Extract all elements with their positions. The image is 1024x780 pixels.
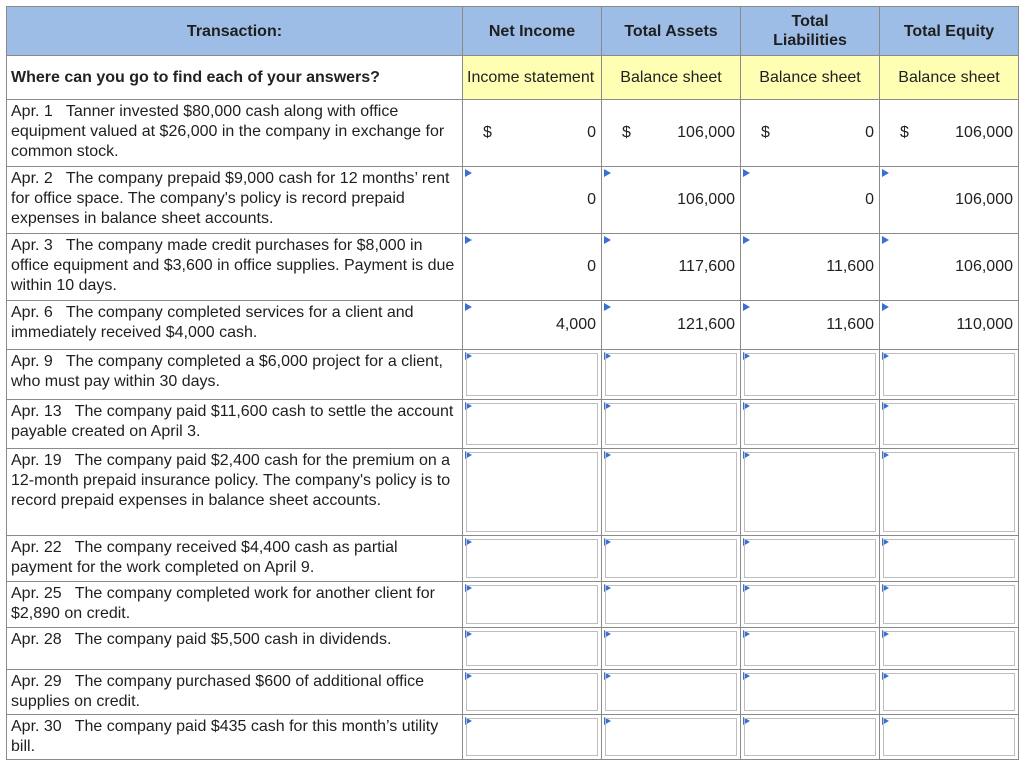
cell-value: 117,600 (678, 258, 735, 275)
total-liabilities-cell[interactable] (741, 715, 880, 760)
table-row (7, 350, 1019, 400)
net-income-cell[interactable] (463, 670, 602, 715)
total-liabilities-cell[interactable] (741, 628, 880, 670)
transaction-description: Apr. 22 The company received $4,400 cash as partial payment for the work completed on April 9. (7, 536, 463, 582)
total-liabilities-cell[interactable] (741, 301, 880, 350)
cell-value: 106,000 (677, 191, 735, 208)
total-liabilities-cell[interactable] (741, 400, 880, 449)
answer-input[interactable] (744, 631, 876, 666)
header-transaction: Transaction: (7, 7, 463, 56)
cell-value: 0 (587, 258, 596, 275)
total-liabilities-cell[interactable] (741, 234, 880, 301)
header-total-liabilities: Total Liabilities (741, 7, 880, 56)
header-net-income: Net Income (463, 7, 602, 56)
answer-input[interactable] (605, 631, 737, 666)
total-assets-cell[interactable] (602, 628, 741, 670)
source-question: Where can you go to find each of your answers? (7, 56, 463, 100)
cell-value: 106,000 (955, 191, 1013, 208)
header-row (7, 7, 1019, 56)
cell-value: 106,000 (955, 258, 1013, 275)
answer-input[interactable] (605, 353, 737, 396)
dropdown-marker-icon (465, 303, 472, 311)
cell-value: 106,000 (677, 124, 735, 141)
dropdown-marker-icon (604, 236, 611, 244)
total-liabilities-cell[interactable] (741, 350, 880, 400)
total-liabilities-cell[interactable] (741, 582, 880, 628)
transaction-description: Apr. 2 The company prepaid $9,000 cash for 12 months’ rent for office space. The company's policy is record prepaid expenses in balance sheet accounts. (7, 167, 463, 234)
total-equity-cell[interactable] (880, 715, 1019, 760)
answer-input[interactable] (744, 718, 876, 756)
net-income-cell[interactable] (463, 100, 602, 167)
total-liabilities-cell[interactable] (741, 670, 880, 715)
net-income-cell[interactable] (463, 582, 602, 628)
answer-input[interactable] (744, 539, 876, 578)
currency-symbol: $ (622, 124, 631, 141)
transaction-description: Apr. 25 The company completed work for another client for $2,890 on credit. (7, 582, 463, 628)
answer-input[interactable] (883, 673, 1015, 711)
dropdown-marker-icon (604, 169, 611, 177)
answer-input[interactable] (744, 452, 876, 532)
source-net-income[interactable]: Income statement (463, 56, 602, 100)
answer-input[interactable] (605, 539, 737, 578)
total-assets-cell[interactable] (602, 582, 741, 628)
net-income-cell[interactable] (463, 449, 602, 536)
dropdown-marker-icon (882, 169, 889, 177)
cell-value: 0 (587, 191, 596, 208)
answer-input[interactable] (883, 718, 1015, 756)
net-income-cell[interactable] (463, 167, 602, 234)
total-equity-cell[interactable] (880, 301, 1019, 350)
total-equity-cell[interactable] (880, 400, 1019, 449)
cell-value: 106,000 (955, 124, 1013, 141)
dropdown-marker-icon (465, 236, 472, 244)
total-equity-cell[interactable] (880, 449, 1019, 536)
answer-input[interactable] (466, 718, 598, 756)
net-income-cell[interactable] (463, 234, 602, 301)
answer-input[interactable] (466, 353, 598, 396)
dropdown-marker-icon (743, 303, 750, 311)
answer-input[interactable] (466, 452, 598, 532)
answer-input[interactable] (883, 403, 1015, 445)
total-assets-cell[interactable] (602, 449, 741, 536)
total-equity-cell[interactable] (880, 536, 1019, 582)
dropdown-marker-icon (743, 236, 750, 244)
currency-symbol: $ (483, 124, 492, 141)
total-assets-cell[interactable] (602, 167, 741, 234)
answer-input[interactable] (466, 631, 598, 666)
cell-value: 121,600 (677, 316, 735, 333)
answer-input[interactable] (883, 585, 1015, 624)
total-assets-cell[interactable] (602, 715, 741, 760)
source-total-liabilities[interactable]: Balance sheet (741, 56, 880, 100)
answer-input[interactable] (883, 452, 1015, 532)
total-equity-cell[interactable] (880, 628, 1019, 670)
answer-input[interactable] (466, 585, 598, 624)
cell-value: 0 (865, 191, 874, 208)
answer-input[interactable] (466, 403, 598, 445)
transaction-description: Apr. 13 The company paid $11,600 cash to settle the account payable created on April 3. (7, 400, 463, 449)
total-liabilities-cell[interactable] (741, 449, 880, 536)
total-assets-cell[interactable] (602, 350, 741, 400)
net-income-cell[interactable] (463, 536, 602, 582)
table-row (7, 536, 1019, 582)
net-income-cell[interactable] (463, 350, 602, 400)
answer-input[interactable] (605, 403, 737, 445)
table-row (7, 582, 1019, 628)
transaction-description: Apr. 3 The company made credit purchases for $8,000 in office equipment and $3,600 in office supplies. Payment is due within 10 days. (7, 234, 463, 301)
currency-symbol: $ (900, 124, 909, 141)
dropdown-marker-icon (743, 169, 750, 177)
answer-input[interactable] (744, 673, 876, 711)
total-assets-cell[interactable] (602, 670, 741, 715)
transaction-table (6, 6, 1019, 760)
net-income-cell[interactable] (463, 301, 602, 350)
dropdown-marker-icon (604, 303, 611, 311)
dropdown-marker-icon (882, 303, 889, 311)
cell-value: 4,000 (555, 316, 596, 333)
transaction-description: Apr. 28 The company paid $5,500 cash in dividends. (7, 628, 463, 670)
total-equity-cell[interactable] (880, 350, 1019, 400)
total-liabilities-cell[interactable] (741, 100, 880, 167)
answer-input[interactable] (466, 539, 598, 578)
answer-input[interactable] (883, 539, 1015, 578)
source-total-equity[interactable]: Balance sheet (880, 56, 1019, 100)
answer-input[interactable] (605, 452, 737, 532)
total-equity-cell[interactable] (880, 670, 1019, 715)
answer-input[interactable] (466, 673, 598, 711)
table-row (7, 670, 1019, 715)
cell-value: 0 (865, 124, 874, 141)
net-income-cell[interactable] (463, 715, 602, 760)
transaction-description: Apr. 19 The company paid $2,400 cash for the premium on a 12-month prepaid insurance policy. The company's policy is to record prepaid expenses in balance sheet accounts. (7, 449, 463, 536)
dropdown-marker-icon (465, 169, 472, 177)
answer-input[interactable] (605, 718, 737, 756)
total-assets-cell[interactable] (602, 400, 741, 449)
table-row (7, 400, 1019, 449)
net-income-cell[interactable] (463, 628, 602, 670)
answer-input[interactable] (744, 585, 876, 624)
table-row (7, 167, 1019, 234)
header-total-assets: Total Assets (602, 7, 741, 56)
transaction-description: Apr. 30 The company paid $435 cash for this month’s utility bill. (7, 715, 463, 760)
cell-value: 11,600 (826, 316, 874, 333)
table-row (7, 628, 1019, 670)
total-liabilities-cell[interactable] (741, 167, 880, 234)
total-liabilities-cell[interactable] (741, 536, 880, 582)
total-assets-cell[interactable] (602, 100, 741, 167)
total-equity-cell[interactable] (880, 234, 1019, 301)
table-row (7, 715, 1019, 760)
answer-input[interactable] (744, 353, 876, 396)
answer-input[interactable] (744, 403, 876, 445)
table-row (7, 449, 1019, 536)
total-equity-cell[interactable] (880, 100, 1019, 167)
cell-value: 11,600 (826, 258, 874, 275)
header-total-equity: Total Equity (880, 7, 1019, 56)
total-assets-cell[interactable] (602, 301, 741, 350)
table-row (7, 234, 1019, 301)
table-row (7, 100, 1019, 167)
cell-value: 110,000 (956, 316, 1013, 333)
source-row (7, 56, 1019, 100)
transaction-description: Apr. 29 The company purchased $600 of additional office supplies on credit. (7, 670, 463, 715)
table-row (7, 301, 1019, 350)
total-assets-cell[interactable] (602, 536, 741, 582)
total-equity-cell[interactable] (880, 167, 1019, 234)
answer-input[interactable] (605, 585, 737, 624)
total-equity-cell[interactable] (880, 582, 1019, 628)
answer-input[interactable] (883, 353, 1015, 396)
transaction-description: Apr. 1 Tanner invested $80,000 cash along with office equipment valued at $26,000 in the company in exchange for common stock. (7, 100, 463, 167)
net-income-cell[interactable] (463, 400, 602, 449)
source-total-assets[interactable]: Balance sheet (602, 56, 741, 100)
transaction-description: Apr. 6 The company completed services for a client and immediately received $4,000 cash. (7, 301, 463, 350)
cell-value: 0 (587, 124, 596, 141)
currency-symbol: $ (761, 124, 770, 141)
total-assets-cell[interactable] (602, 234, 741, 301)
dropdown-marker-icon (882, 236, 889, 244)
transaction-description: Apr. 9 The company completed a $6,000 project for a client, who must pay within 30 days. (7, 350, 463, 400)
answer-input[interactable] (883, 631, 1015, 666)
answer-input[interactable] (605, 673, 737, 711)
